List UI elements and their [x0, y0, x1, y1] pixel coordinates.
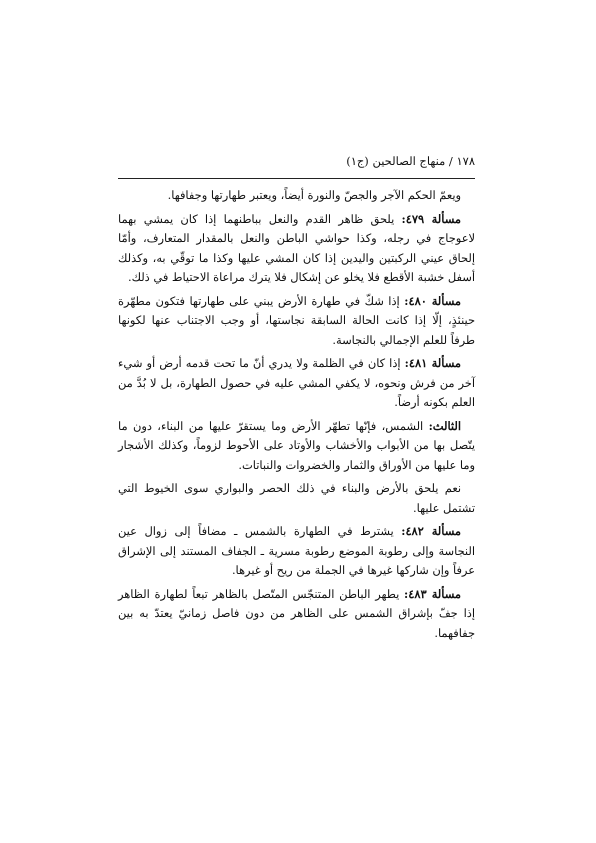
paragraph: [118, 522, 475, 581]
paragraph-text: يطهر الباطن المتنجّس المتّصل بالظاهر تبعاً لطهارة الظاهر إذا جفّ بإشراق الشمس على الظاهر من دون فاصل زمانيّ يعتدّ به بين جفافهما.: [118, 586, 475, 640]
paragraph-text: الشمس، فإنّها تطهّر الأرض وما يستقرّ عليها من البناء، دون ما يتّصل بها من الأبواب والأخشاب والأوتاد على الأحوط لزوماً، وكذلك الأشجار وما عليها من الأوراق والثمار والخضروات والنباتات.: [118, 418, 475, 472]
paragraph: [118, 186, 475, 206]
header-divider: [118, 178, 475, 179]
paragraph-text: إذا كان في الظلمة ولا يدري أنّ ما تحت قدمه أرض أو شيء آخر من فرش ونحوه، لا يكفي المشي عليه في حصول الطهارة، بل لا بُدَّ من العلم بكونه أرضاً.: [118, 356, 475, 409]
running-header: ١٧٨ / منهاج الصالحين (ج١): [346, 154, 475, 168]
paragraph-text: يلحق ظاهر القدم والنعل بباطنهما إذا كان يمشي بهما لاعوجاج في رجله، وكذا حواشي الباطن والنعل بالمقدار المتعارف، وأمّا إلحاق عيني الركبتين واليدين إذا كان المشي عليها وكذا ما توقّي به، وكذلك أسفل خشبة الأقطع فلا يخلو عن إشكال فلا يترك مراعاة الاحتياط في ذلك.: [118, 211, 475, 284]
body-text: [118, 186, 475, 647]
paragraph-term: الثالث:: [428, 418, 461, 433]
paragraph: [118, 417, 475, 476]
paragraph-term: مسألة ٤٧٩:: [401, 211, 461, 226]
paragraph-term: مسألة ٤٨٠:: [404, 293, 462, 308]
paragraph-text: إذا شكّ في طهارة الأرض يبني على طهارتها فتكون مطهّرة حينئذٍ، إلّا إذا كانت الحالة السابقة نجاستها، أو وجب الاجتناب عنها لكونها طرفاً للعلم الإجمالي بالنجاسة.: [118, 293, 475, 347]
paragraph: [118, 292, 475, 351]
paragraph: [118, 210, 475, 288]
paragraph-term: مسألة ٤٨٢:: [401, 524, 462, 538]
paragraph-text: يشترط في الطهارة بالشمس ـ مضافاً إلى زوال عين النجاسة وإلى رطوبة الموضع رطوبة مسرية ـ الجفاف المستند إلى الإشراق عرفاً وإن شاركها غيرها في الجملة من ريح أو غيرها.: [118, 524, 475, 577]
paragraph-term: مسألة ٤٨١:: [404, 356, 461, 370]
paragraph: [118, 354, 475, 413]
paragraph-text: نعم يلحق بالأرض والبناء في ذلك الحصر والبواري سوى الخيوط التي تشتمل عليها.: [118, 481, 475, 515]
paragraph: [118, 585, 475, 644]
paragraph: [118, 479, 475, 518]
paragraph-term: مسألة ٤٨٣:: [404, 586, 462, 601]
paragraph-text: ويعمّ الحكم الآجر والجصّ والنورة أيضاً، ويعتبر طهارتها وجفافها.: [167, 188, 461, 202]
